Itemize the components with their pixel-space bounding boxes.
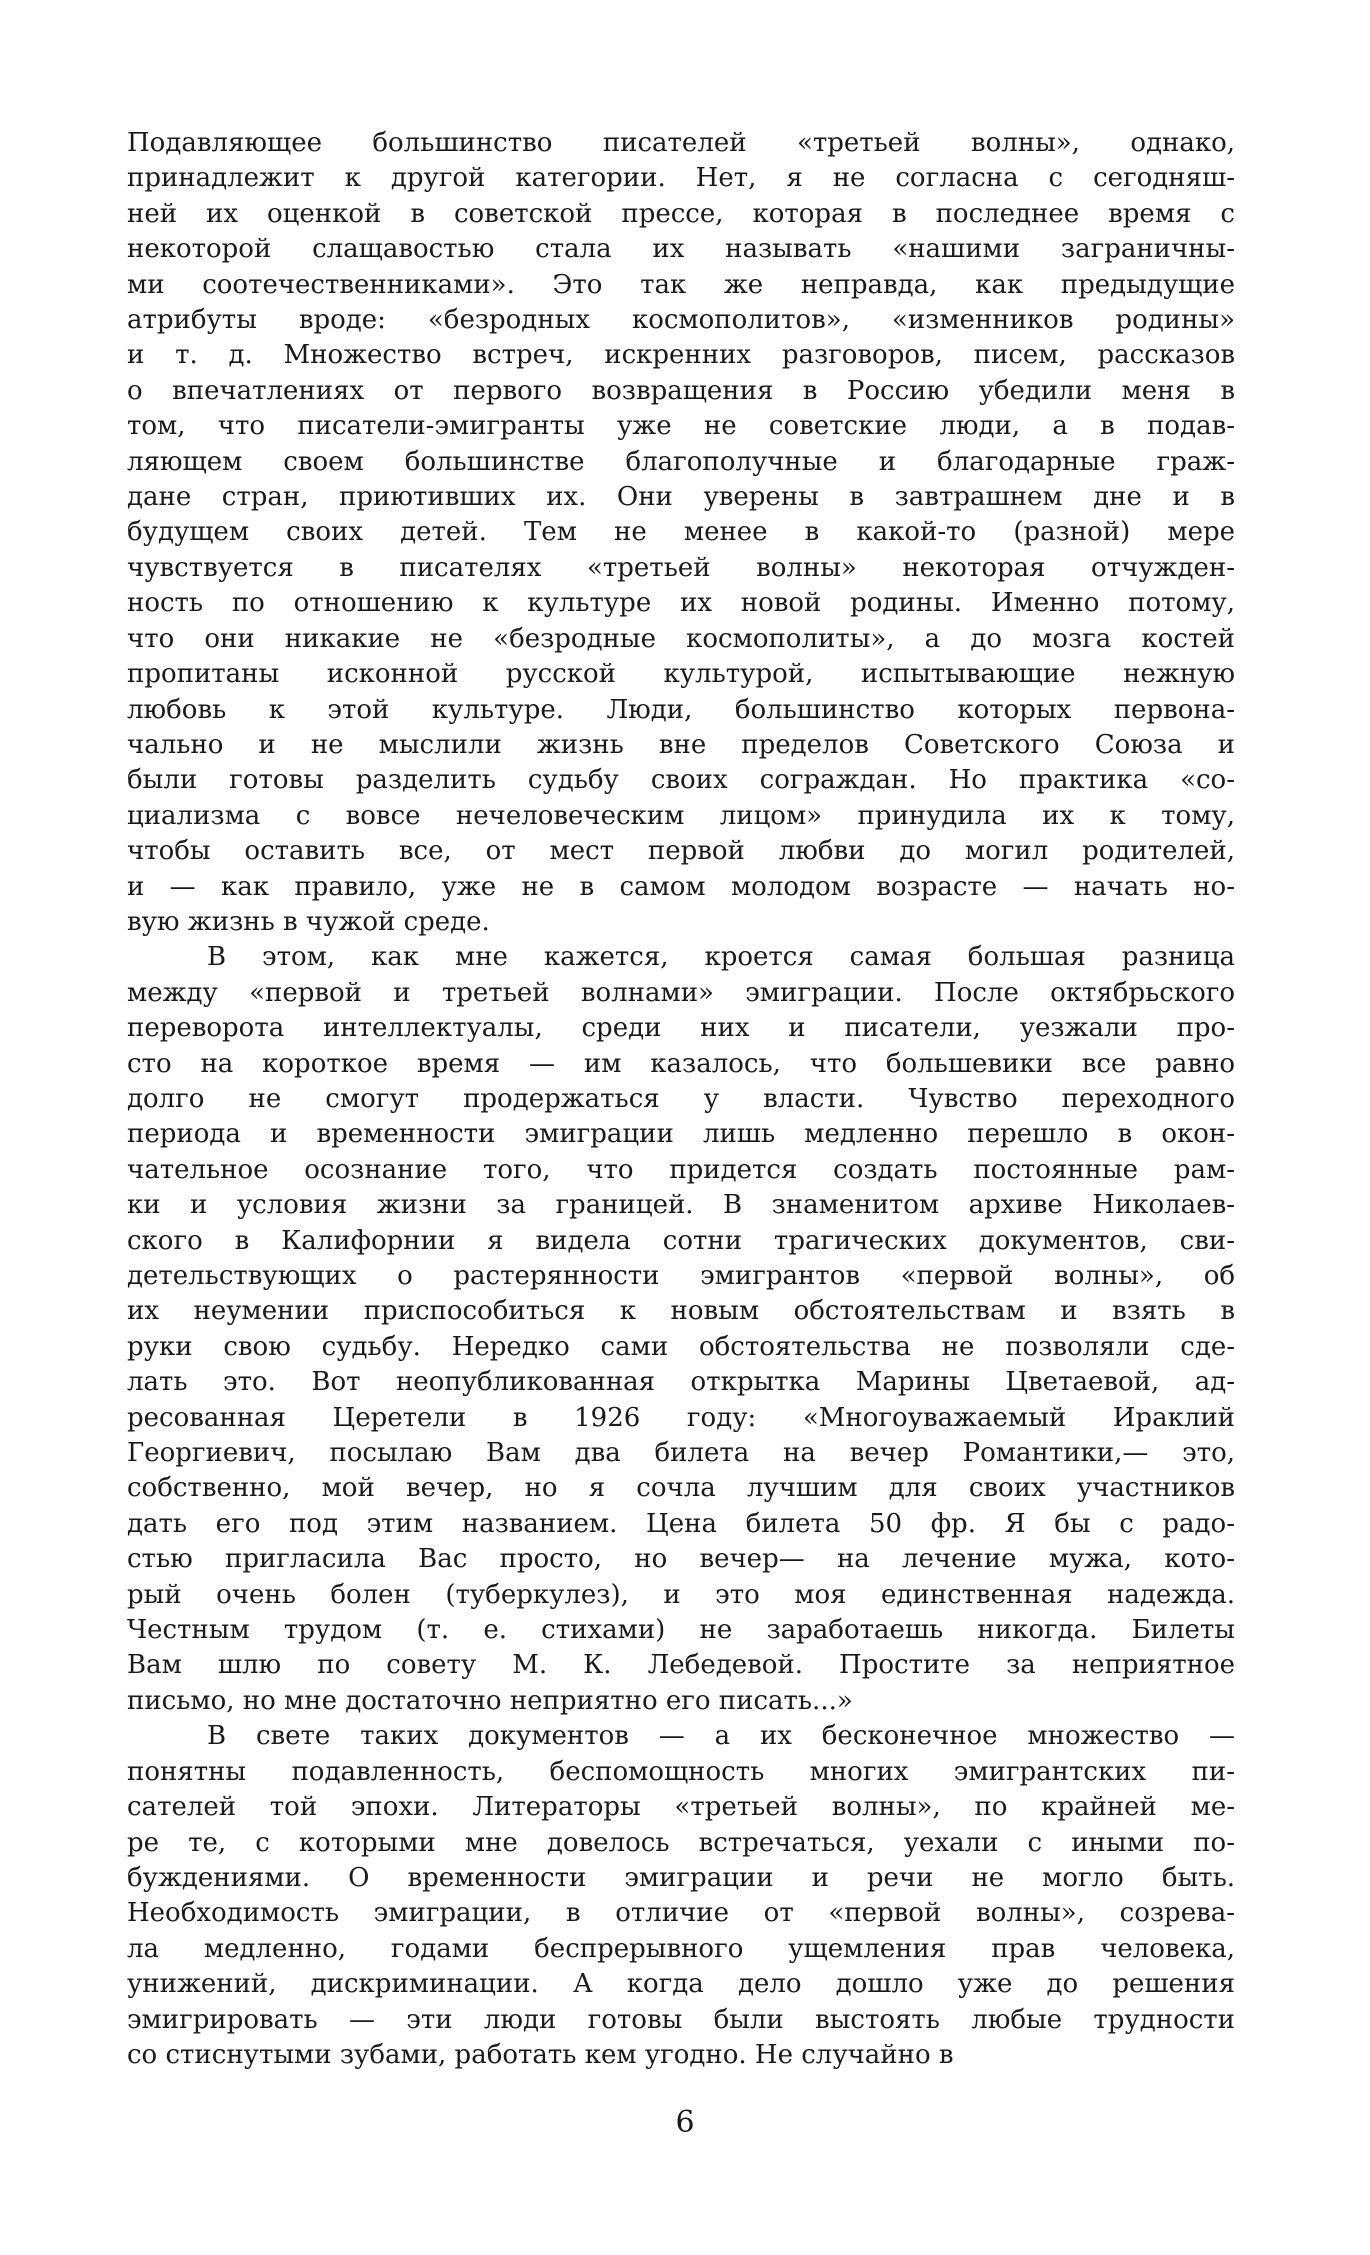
text-line: ла медленно, годами беспрерывного ущемления прав человека,	[127, 1933, 1235, 1964]
text-line: принадлежит к другой категории. Нет, я не согласна с сегодняш-	[127, 163, 1235, 194]
text-line: ность по отношению к культуре их новой родины. Именно потому,	[127, 588, 1235, 619]
text-line: дать его под этим названием. Цена билета 50 фр. Я бы с радо-	[127, 1508, 1235, 1539]
page-body	[127, 126, 1235, 2073]
paragraph-2	[127, 940, 1235, 1719]
text-line: стью пригласила Вас просто, но вечер— на лечение мужа, кото-	[127, 1544, 1235, 1575]
text-line: рый очень болен (туберкулез), и это моя единственная надежда.	[127, 1579, 1235, 1610]
text-line: ней их оценкой в советской прессе, которая в последнее время с	[127, 198, 1235, 229]
text-line: дане стран, приютивших их. Они уверены в завтрашнем дне и в	[127, 482, 1235, 513]
text-line: понятны подавленность, беспомощность многих эмигрантских пи-	[127, 1756, 1235, 1787]
text-line: руки свою судьбу. Нередко сами обстоятельства не позволяли сде-	[127, 1331, 1235, 1362]
text-line: переворота интеллектуалы, среди них и писатели, уезжали про-	[127, 1013, 1235, 1044]
text-line: циализма с вовсе нечеловеческим лицом» принудила их к тому,	[127, 800, 1235, 831]
text-line: буждениями. О временности эмиграции и речи не могло быть.	[127, 1862, 1235, 1893]
text-line: ки и условия жизни за границей. В знаменитом архиве Николаев-	[127, 1190, 1235, 1221]
text-line: пропитаны исконной русской культурой, испытывающие нежную	[127, 659, 1235, 690]
text-line: чально и не мыслили жизнь вне пределов Советского Союза и	[127, 729, 1235, 760]
text-line: их неумении приспособиться к новым обстоятельствам и взять в	[127, 1296, 1235, 1327]
text-line: некоторой слащавостью стала их называть «нашими заграничны-	[127, 234, 1235, 265]
text-line: В свете таких документов — а их бесконечное множество —	[207, 1721, 1235, 1752]
text-line: Георгиевич, посылаю Вам два билета на вечер Романтики,— это,	[127, 1438, 1235, 1469]
text-line: чательное осознание того, что придется создать постоянные рам-	[127, 1154, 1235, 1185]
text-line: Вам шлю по совету М. К. Лебедевой. Простите за неприятное	[127, 1650, 1235, 1681]
text-line: атрибуты вроде: «безродных космополитов», «изменников родины»	[127, 305, 1235, 336]
text-line: и — как правило, уже не в самом молодом возрасте — начать но-	[127, 871, 1235, 902]
text-line: будущем своих детей. Тем не менее в какой-то (разной) мере	[127, 517, 1235, 548]
text-line: ре те, с которыми мне довелось встречаться, уехали с иными по-	[127, 1827, 1235, 1858]
text-line: детельствующих о растерянности эмигрантов «первой волны», об	[127, 1261, 1235, 1291]
text-line: лать это. Вот неопубликованная открытка Марины Цветаевой, ад-	[127, 1367, 1235, 1398]
text-line: со стиснутыми зубами, работать кем угодно. Не случайно в	[127, 2039, 954, 2070]
text-line: сателей той эпохи. Литераторы «третьей волны», по крайней ме-	[127, 1792, 1235, 1823]
text-line: эмигрировать — эти люди готовы были выстоять любые трудности	[127, 2004, 1235, 2035]
text-line: унижений, дискриминации. А когда дело дошло уже до решения	[127, 1969, 1235, 2000]
text-line: периода и временности эмиграции лишь медленно перешло в окон-	[127, 1119, 1235, 1150]
text-line: что они никакие не «безродные космополиты», а до мозга костей	[127, 623, 1235, 654]
text-line: между «первой и третьей волнами» эмиграции. После октябрьского	[127, 977, 1235, 1008]
text-line: том, что писатели-эмигранты уже не советские люди, а в подав-	[127, 411, 1235, 442]
text-line: Необходимость эмиграции, в отличие от «первой волны», созрева-	[127, 1898, 1235, 1929]
text-line: Честным трудом (т. е. стихами) не заработаешь никогда. Билеты	[127, 1615, 1235, 1646]
text-line: сто на короткое время — им казалось, что большевики все равно	[127, 1048, 1235, 1079]
text-line: и т. д. Множество встреч, искренних разговоров, писем, рассказов	[127, 340, 1235, 371]
text-line: ляющем своем большинстве благополучные и благодарные граж-	[127, 446, 1235, 477]
paragraph-3	[127, 1719, 1235, 2073]
text-line: долго не смогут продержаться у власти. Чувство переходного	[127, 1083, 1235, 1114]
text-line: Подавляющее большинство писателей «третьей волны», однако,	[127, 128, 1235, 158]
text-line: чтобы оставить все, от мест первой любви до могил родителей,	[127, 836, 1235, 867]
text-line: ского в Калифорнии я видела сотни трагических документов, сви-	[127, 1225, 1235, 1256]
text-line: письмо, но мне достаточно неприятно его писать...»	[127, 1685, 853, 1716]
text-line: чувствуется в писателях «третьей волны» некоторая отчужден-	[127, 552, 1235, 583]
text-line: вую жизнь в чужой среде.	[127, 906, 490, 937]
text-line: были готовы разделить судьбу своих сограждан. Но практика «со-	[127, 765, 1235, 796]
text-line: любовь к этой культуре. Люди, большинство которых первона-	[127, 694, 1235, 725]
text-line: ми соотечественниками». Это так же неправда, как предыдущие	[127, 269, 1235, 300]
text-line: собственно, мой вечер, но я сочла лучшим для своих участников	[127, 1473, 1235, 1504]
text-line: ресованная Церетели в 1926 году: «Многоуважаемый Ираклий	[127, 1402, 1235, 1433]
text-line: о впечатлениях от первого возвращения в Россию убедили меня в	[127, 375, 1235, 406]
page-number: 6	[675, 2105, 695, 2140]
text-line: В этом, как мне кажется, кроется самая большая разница	[207, 942, 1235, 973]
paragraph-1	[127, 126, 1235, 940]
